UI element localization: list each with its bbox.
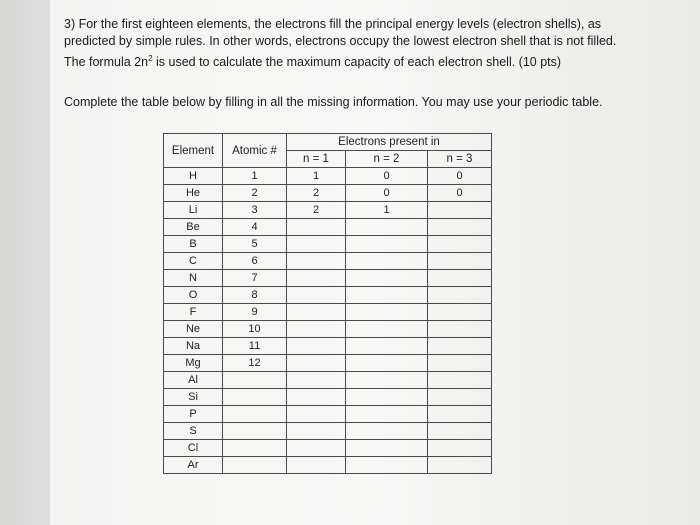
cell-element[interactable]: Si bbox=[164, 389, 223, 406]
cell-n3[interactable]: 0 bbox=[428, 185, 492, 202]
formula-prefix: The formula 2n bbox=[64, 55, 149, 70]
cell-atomic[interactable] bbox=[223, 372, 287, 389]
cell-n2[interactable]: 0 bbox=[346, 168, 428, 185]
table-row bbox=[164, 287, 492, 304]
header-atomic-number: Atomic # bbox=[223, 134, 287, 168]
table-row bbox=[164, 253, 492, 270]
table-row bbox=[164, 236, 492, 253]
question-text bbox=[64, 16, 684, 71]
cell-atomic[interactable]: 7 bbox=[223, 270, 287, 287]
table-row bbox=[164, 406, 492, 423]
question-line-2: predicted by simple rules. In other words, electrons occupy the lowest electron shell that is not filled. bbox=[64, 34, 617, 48]
cell-n3[interactable] bbox=[428, 355, 492, 372]
cell-n3[interactable] bbox=[428, 440, 492, 457]
instruction-text: Complete the table below by filling in all the missing information. You may use your periodic table. bbox=[64, 95, 603, 109]
cell-n1[interactable] bbox=[287, 338, 346, 355]
cell-element[interactable]: Li bbox=[164, 202, 223, 219]
table-row bbox=[164, 185, 492, 202]
cell-n1[interactable] bbox=[287, 321, 346, 338]
cell-n3[interactable] bbox=[428, 406, 492, 423]
cell-n1[interactable] bbox=[287, 406, 346, 423]
table-row bbox=[164, 321, 492, 338]
table-row bbox=[164, 457, 492, 474]
cell-n2[interactable] bbox=[346, 423, 428, 440]
cell-atomic[interactable]: 4 bbox=[223, 219, 287, 236]
cell-n3[interactable] bbox=[428, 253, 492, 270]
cell-n1[interactable] bbox=[287, 287, 346, 304]
cell-element[interactable]: P bbox=[164, 406, 223, 423]
cell-n3[interactable] bbox=[428, 304, 492, 321]
cell-n3[interactable] bbox=[428, 457, 492, 474]
cell-n3[interactable] bbox=[428, 219, 492, 236]
cell-n2[interactable] bbox=[346, 372, 428, 389]
cell-n3[interactable] bbox=[428, 287, 492, 304]
cell-element[interactable]: Al bbox=[164, 372, 223, 389]
cell-atomic[interactable]: 10 bbox=[223, 321, 287, 338]
cell-element[interactable]: O bbox=[164, 287, 223, 304]
header-n3: n = 3 bbox=[428, 151, 492, 168]
cell-atomic[interactable]: 11 bbox=[223, 338, 287, 355]
cell-n2[interactable] bbox=[346, 253, 428, 270]
header-n1: n = 1 bbox=[287, 151, 346, 168]
cell-element[interactable]: He bbox=[164, 185, 223, 202]
question-line-1: 3) For the first eighteen elements, the electrons fill the principal energy levels (electron shells), as bbox=[64, 17, 602, 31]
cell-atomic[interactable]: 12 bbox=[223, 355, 287, 372]
table-row bbox=[164, 372, 492, 389]
cell-element[interactable]: Na bbox=[164, 338, 223, 355]
cell-n2[interactable] bbox=[346, 270, 428, 287]
cell-element[interactable]: Cl bbox=[164, 440, 223, 457]
table-row bbox=[164, 202, 492, 219]
header-n2: n = 2 bbox=[346, 151, 428, 168]
cell-atomic[interactable] bbox=[223, 423, 287, 440]
cell-n3[interactable] bbox=[428, 423, 492, 440]
table-row bbox=[164, 423, 492, 440]
cell-n2[interactable]: 1 bbox=[346, 202, 428, 219]
cell-n1[interactable] bbox=[287, 440, 346, 457]
cell-atomic[interactable]: 3 bbox=[223, 202, 287, 219]
cell-n1[interactable] bbox=[287, 219, 346, 236]
formula-superscript: 2 bbox=[148, 54, 153, 63]
cell-n3[interactable] bbox=[428, 372, 492, 389]
table-row bbox=[164, 270, 492, 287]
cell-element[interactable]: Ar bbox=[164, 457, 223, 474]
cell-n1[interactable] bbox=[287, 423, 346, 440]
cell-n2[interactable] bbox=[346, 287, 428, 304]
cell-element[interactable]: Ne bbox=[164, 321, 223, 338]
background-edge bbox=[0, 0, 50, 525]
cell-element[interactable]: Be bbox=[164, 219, 223, 236]
cell-n3[interactable] bbox=[428, 338, 492, 355]
table-body bbox=[164, 168, 492, 474]
cell-n1[interactable]: 1 bbox=[287, 168, 346, 185]
table-row bbox=[164, 219, 492, 236]
cell-element[interactable]: F bbox=[164, 304, 223, 321]
electron-shell-table bbox=[163, 133, 492, 474]
cell-n2[interactable] bbox=[346, 321, 428, 338]
header-element: Element bbox=[164, 134, 223, 168]
question-line-3 bbox=[64, 50, 684, 71]
cell-atomic[interactable]: 2 bbox=[223, 185, 287, 202]
table-row bbox=[164, 304, 492, 321]
cell-n2[interactable] bbox=[346, 355, 428, 372]
cell-atomic[interactable] bbox=[223, 440, 287, 457]
cell-element[interactable]: H bbox=[164, 168, 223, 185]
cell-element[interactable]: B bbox=[164, 236, 223, 253]
cell-n2[interactable] bbox=[346, 457, 428, 474]
cell-n1[interactable] bbox=[287, 457, 346, 474]
cell-n3[interactable] bbox=[428, 236, 492, 253]
cell-atomic[interactable] bbox=[223, 457, 287, 474]
table-row bbox=[164, 168, 492, 185]
cell-atomic[interactable]: 1 bbox=[223, 168, 287, 185]
cell-n2[interactable] bbox=[346, 406, 428, 423]
table-row bbox=[164, 338, 492, 355]
cell-n2[interactable] bbox=[346, 440, 428, 457]
cell-n1[interactable] bbox=[287, 270, 346, 287]
cell-n1[interactable] bbox=[287, 253, 346, 270]
cell-n1[interactable] bbox=[287, 355, 346, 372]
table-row bbox=[164, 440, 492, 457]
cell-n3[interactable]: 0 bbox=[428, 168, 492, 185]
cell-element[interactable]: C bbox=[164, 253, 223, 270]
table-row bbox=[164, 355, 492, 372]
cell-element[interactable]: Mg bbox=[164, 355, 223, 372]
cell-element[interactable]: S bbox=[164, 423, 223, 440]
cell-n3[interactable] bbox=[428, 389, 492, 406]
cell-n2[interactable] bbox=[346, 389, 428, 406]
cell-n1[interactable] bbox=[287, 304, 346, 321]
cell-n3[interactable] bbox=[428, 202, 492, 219]
cell-n2[interactable]: 0 bbox=[346, 185, 428, 202]
cell-atomic[interactable]: 8 bbox=[223, 287, 287, 304]
table-row bbox=[164, 389, 492, 406]
cell-n3[interactable] bbox=[428, 321, 492, 338]
cell-n2[interactable] bbox=[346, 236, 428, 253]
cell-n1[interactable]: 2 bbox=[287, 185, 346, 202]
cell-n2[interactable] bbox=[346, 219, 428, 236]
header-electrons-present: Electrons present in bbox=[287, 134, 492, 151]
cell-n1[interactable] bbox=[287, 389, 346, 406]
cell-atomic[interactable] bbox=[223, 406, 287, 423]
cell-n3[interactable] bbox=[428, 270, 492, 287]
cell-n2[interactable] bbox=[346, 338, 428, 355]
cell-n1[interactable] bbox=[287, 236, 346, 253]
cell-atomic[interactable]: 6 bbox=[223, 253, 287, 270]
cell-n1[interactable] bbox=[287, 372, 346, 389]
cell-n1[interactable]: 2 bbox=[287, 202, 346, 219]
cell-atomic[interactable]: 9 bbox=[223, 304, 287, 321]
cell-atomic[interactable]: 5 bbox=[223, 236, 287, 253]
formula-suffix: is used to calculate the maximum capacity of each electron shell. (10 pts) bbox=[152, 55, 562, 70]
cell-atomic[interactable] bbox=[223, 389, 287, 406]
cell-element[interactable]: N bbox=[164, 270, 223, 287]
cell-n2[interactable] bbox=[346, 304, 428, 321]
